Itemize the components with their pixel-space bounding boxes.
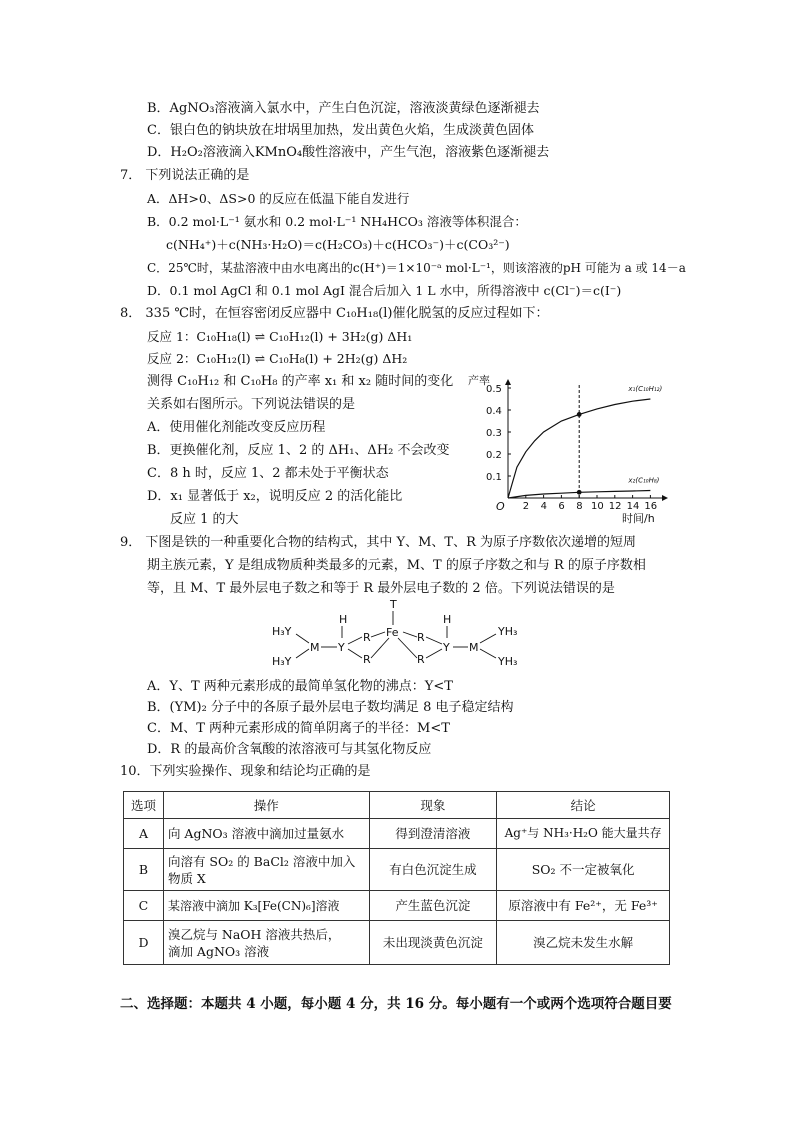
header-phenomenon: 现象 bbox=[369, 792, 497, 819]
atom-Y-right: Y bbox=[443, 641, 450, 654]
row-conclusion: 原溶液中有 Fe²⁺，无 Fe³⁺ bbox=[497, 891, 670, 921]
x-tick-label: 16 bbox=[644, 501, 658, 512]
header-conclusion: 结论 bbox=[497, 792, 670, 819]
yield-time-chart bbox=[462, 370, 672, 528]
atom-H3Y-top: H₃Y bbox=[272, 625, 292, 638]
atom-M-left: M bbox=[310, 641, 320, 654]
atom-R-1: R bbox=[363, 631, 371, 644]
q8-option-a: A．使用催化剂能改变反应历程 bbox=[147, 420, 326, 435]
y-tick-label: 0.4 bbox=[486, 406, 502, 417]
header-operation: 操作 bbox=[163, 792, 369, 819]
atom-R-3: R bbox=[417, 631, 425, 644]
x-tick-label: 10 bbox=[591, 501, 604, 512]
x-tick-label: 2 bbox=[522, 501, 530, 512]
atom-H3Y-bottom: H₃Y bbox=[272, 655, 292, 668]
table-row bbox=[124, 891, 670, 921]
table-row bbox=[124, 849, 670, 891]
q9-stem-2: 期主族元素，Y 是组成物质种类最多的元素，M、T 的原子序数之和与 R 的原子序数相 bbox=[147, 558, 646, 573]
x-tick-label: 14 bbox=[626, 501, 640, 512]
q8-option-b: B．更换催化剂，反应 1、2 的 ΔH₁、ΔH₂ 不会改变 bbox=[147, 443, 450, 458]
y-tick-label: 0.2 bbox=[486, 450, 502, 461]
q8-stem: 8． 335 ℃时，在恒容密闭反应器中 C₁₀H₁₈(l)催化脱氢的反应过程如下： bbox=[120, 306, 549, 321]
q6-option-d: D．H₂O₂溶液滴入KMnO₄酸性溶液中，产生气泡，溶液紫色逐渐褪去 bbox=[147, 145, 550, 160]
atom-M-right: M bbox=[469, 641, 479, 654]
atom-H-right: H bbox=[443, 613, 452, 626]
x-tick-label: 6 bbox=[558, 501, 565, 512]
q7-option-c: C．25℃时，某盐溶液中由水电离出的c(H⁺)＝1×10⁻ᵃ mol·L⁻¹，则该溶液的pH 可能为 a 或 14－a bbox=[147, 261, 686, 275]
iron-compound-structure bbox=[262, 596, 537, 676]
atom-YH3-bottom: YH₃ bbox=[498, 655, 518, 668]
row-option: D bbox=[124, 921, 164, 965]
atom-R-2: R bbox=[363, 653, 371, 666]
x-tick-label: 8 bbox=[576, 501, 583, 512]
row-option: A bbox=[124, 819, 164, 849]
atom-R-4: R bbox=[417, 653, 425, 666]
q9-option-b: B．(YM)₂ 分子中的各原子最外层电子数均满足 8 电子稳定结构 bbox=[147, 700, 514, 715]
atom-Fe: Fe bbox=[386, 626, 399, 639]
operation-line-2: 滴加 AgNO₃ 溶液 bbox=[167, 943, 270, 959]
row-option: C bbox=[124, 891, 164, 921]
series-label-1: x₁(C₁₀H₁₂) bbox=[628, 385, 663, 393]
table-row bbox=[124, 819, 670, 849]
y-tick-label: 0.1 bbox=[486, 472, 502, 483]
x-axis-label: 时间/h bbox=[622, 512, 655, 525]
atom-H-left: H bbox=[339, 613, 348, 626]
header-option: 选项 bbox=[124, 792, 164, 819]
atom-Y-left: Y bbox=[338, 641, 345, 654]
q8-option-d: D．x₁ 显著低于 x₂，说明反应 2 的活化能比 bbox=[147, 489, 403, 504]
q8-option-c: C．8 h 时，反应 1、2 都未处于平衡状态 bbox=[147, 466, 389, 481]
row-operation bbox=[163, 849, 369, 891]
series-point-8h-1 bbox=[577, 412, 582, 417]
atom-T: T bbox=[390, 598, 397, 611]
row-operation bbox=[163, 819, 369, 849]
q8-text-line-1: 测得 C₁₀H₁₂ 和 C₁₀H₈ 的产率 x₁ 和 x₂ 随时间的变化 bbox=[147, 374, 454, 389]
table-row bbox=[124, 921, 670, 965]
q9-option-d: D．R 的最高价含氧酸的浓溶液可与其氢化物反应 bbox=[147, 742, 432, 757]
operation-line-1: 溴乙烷与 NaOH 溶液共热后， bbox=[167, 926, 341, 942]
q8-reaction-2: 反应 2：C₁₀H₁₂(l) ⇌ C₁₀H₈(l) + 2H₂(g) ΔH₂ bbox=[147, 351, 408, 366]
row-phenomenon: 产生蓝色沉淀 bbox=[369, 891, 497, 921]
q6-option-b: B．AgNO₃溶液滴入氯水中，产生白色沉淀，溶液淡黄绿色逐渐褪去 bbox=[147, 101, 540, 116]
q10-stem: 10．下列实验操作、现象和结论均正确的是 bbox=[120, 764, 371, 779]
row-operation bbox=[163, 891, 369, 921]
y-tick-label: 0.3 bbox=[486, 428, 502, 439]
row-phenomenon: 得到澄清溶液 bbox=[369, 819, 497, 849]
q7-option-b-equation: c(NH₄⁺)＋c(NH₃·H₂O)＝c(H₂CO₃)＋c(HCO₃⁻)＋c(CO₃²⁻) bbox=[166, 237, 510, 252]
q7-option-a: A．ΔH>0、ΔS>0 的反应在低温下能自发进行 bbox=[147, 191, 410, 206]
operation-line-1: 向 AgNO₃ 溶液中滴加过量氨水 bbox=[167, 826, 345, 841]
operation-line-2: 物质 X bbox=[167, 870, 206, 886]
q9-stem-1: 9． 下图是铁的一种重要化合物的结构式，其中 Y、M、T、R 为原子序数依次递增的短周 bbox=[120, 535, 637, 550]
y-axis-label: 产率 bbox=[468, 374, 490, 387]
q8-option-d-cont: 反应 1 的大 bbox=[170, 512, 239, 527]
q9-option-a: A．Y、T 两种元素形成的最简单氢化物的沸点：Y<T bbox=[147, 679, 453, 694]
q6-option-c: C．银白色的钠块放在坩埚里加热，发出黄色火焰，生成淡黄色固体 bbox=[147, 123, 534, 138]
atom-YH3-top: YH₃ bbox=[498, 625, 518, 638]
q7-stem: 7． 下列说法正确的是 bbox=[120, 168, 250, 183]
q8-text-line-2: 关系如右图所示。下列说法错误的是 bbox=[147, 397, 356, 412]
series-label-2: x₂(C₁₀H₈) bbox=[628, 476, 660, 485]
row-operation bbox=[163, 921, 369, 965]
series-point-8h-2 bbox=[577, 490, 582, 495]
experiment-table bbox=[123, 791, 670, 965]
row-conclusion: Ag⁺与 NH₃·H₂O 能大量共存 bbox=[497, 819, 670, 849]
y-tick-label: 0.5 bbox=[486, 384, 502, 395]
q7-option-d: D．0.1 mol AgCl 和 0.1 mol AgI 混合后加入 1 L 水中，所得溶液中 c(Cl⁻)＝c(I⁻) bbox=[147, 283, 622, 298]
row-option: B bbox=[124, 849, 164, 891]
q8-reaction-1: 反应 1：C₁₀H₁₈(l) ⇌ C₁₀H₁₂(l) + 3H₂(g) ΔH₁ bbox=[147, 329, 413, 344]
q7-option-b: B．0.2 mol·L⁻¹ 氨水和 0.2 mol·L⁻¹ NH₄HCO₃ 溶液等体积混合： bbox=[147, 214, 527, 229]
x-tick-label: 12 bbox=[608, 501, 622, 512]
table-header-row bbox=[124, 792, 670, 819]
q9-stem-3: 等，且 M、T 最外层电子数之和等于 R 最外层电子数的 2 倍。下列说法错误的是 bbox=[147, 581, 615, 596]
section-2-heading: 二、选择题：本题共 4 小题，每小题 4 分，共 16 分。每小题有一个或两个选项符合题目要 bbox=[120, 996, 672, 1012]
row-conclusion: 溴乙烷未发生水解 bbox=[497, 921, 670, 965]
q9-option-c: C．M、T 两种元素形成的简单阴离子的半径：M<T bbox=[147, 721, 450, 736]
operation-line-1: 向溶有 SO₂ 的 BaCl₂ 溶液中加入 bbox=[167, 853, 356, 869]
row-phenomenon: 有白色沉淀生成 bbox=[369, 849, 497, 891]
origin-label: O bbox=[496, 500, 505, 513]
x-tick-label: 4 bbox=[540, 501, 547, 512]
operation-line-1: 某溶液中滴加 K₃[Fe(CN)₆]溶液 bbox=[167, 898, 340, 913]
row-conclusion: SO₂ 不一定被氧化 bbox=[497, 849, 670, 891]
row-phenomenon: 未出现淡黄色沉淀 bbox=[369, 921, 497, 965]
